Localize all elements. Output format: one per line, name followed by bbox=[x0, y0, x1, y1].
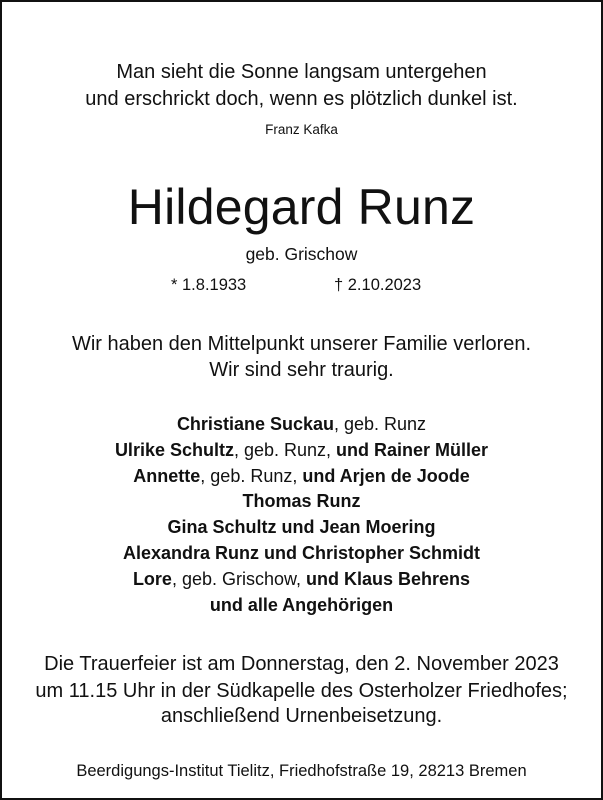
mourner-name: und Arjen de Joode bbox=[302, 465, 470, 486]
quote-author: Franz Kafka bbox=[265, 122, 338, 137]
mourner-note: , geb. Runz, bbox=[233, 439, 337, 460]
funeral-home-footer: Beerdigungs-Institut Tielitz, Friedhofstraße 19, 28213 Bremen bbox=[76, 762, 527, 780]
mourner-line bbox=[0, 593, 603, 619]
mourner-note: , geb. Grischow, bbox=[171, 568, 307, 589]
mourner-line bbox=[0, 489, 603, 515]
mourner-name: Christiane Suckau bbox=[176, 414, 334, 434]
mourner-name: und alle Angehörigen bbox=[209, 594, 394, 615]
mourner-line bbox=[0, 515, 603, 541]
mourner-line bbox=[0, 412, 603, 438]
mourner-line bbox=[0, 567, 603, 593]
quote-line-2: und erschrickt doch, wenn es plötzlich dunkel ist. bbox=[85, 88, 518, 110]
funeral-line-3: anschließend Urnenbeisetzung. bbox=[160, 705, 443, 727]
mourner-line bbox=[0, 438, 603, 464]
deceased-name: Hildegard Runz bbox=[127, 179, 476, 235]
mourner-note: , geb. Runz, bbox=[200, 465, 303, 486]
funeral-line-2: um 11.15 Uhr in der Südkapelle des Osterholzer Friedhofes; bbox=[35, 680, 568, 702]
mourner-name: und Klaus Behrens bbox=[306, 568, 471, 589]
mourner-line bbox=[0, 464, 603, 490]
mourner-name: Alexandra Runz und Christopher Schmidt bbox=[122, 542, 481, 563]
message-line-1: Wir haben den Mittelpunkt unserer Familie verloren. bbox=[71, 333, 532, 355]
funeral-line-1: Die Trauerfeier ist am Donnerstag, den 2. November 2023 bbox=[44, 653, 559, 675]
mourner-name: Thomas Runz bbox=[242, 491, 361, 512]
quote-line-1: Man sieht die Sonne langsam untergehen bbox=[116, 61, 487, 83]
mourner-name: und Rainer Müller bbox=[336, 439, 489, 460]
mourner-name: Gina Schultz und Jean Moering bbox=[167, 517, 436, 538]
mourner-name: Ulrike Schultz bbox=[114, 439, 234, 460]
mourners-list bbox=[0, 412, 603, 618]
mourner-name: Lore bbox=[132, 568, 172, 589]
birth-name: geb. Grischow bbox=[245, 244, 358, 264]
death-date: † 2.10.2023 bbox=[334, 276, 422, 294]
mourner-note: , geb. Runz bbox=[334, 414, 427, 434]
mourner-line bbox=[0, 541, 603, 567]
mourner-name: Annette bbox=[133, 465, 201, 486]
message-line-2: Wir sind sehr traurig. bbox=[209, 359, 394, 381]
birth-date: * 1.8.1933 bbox=[171, 276, 247, 294]
